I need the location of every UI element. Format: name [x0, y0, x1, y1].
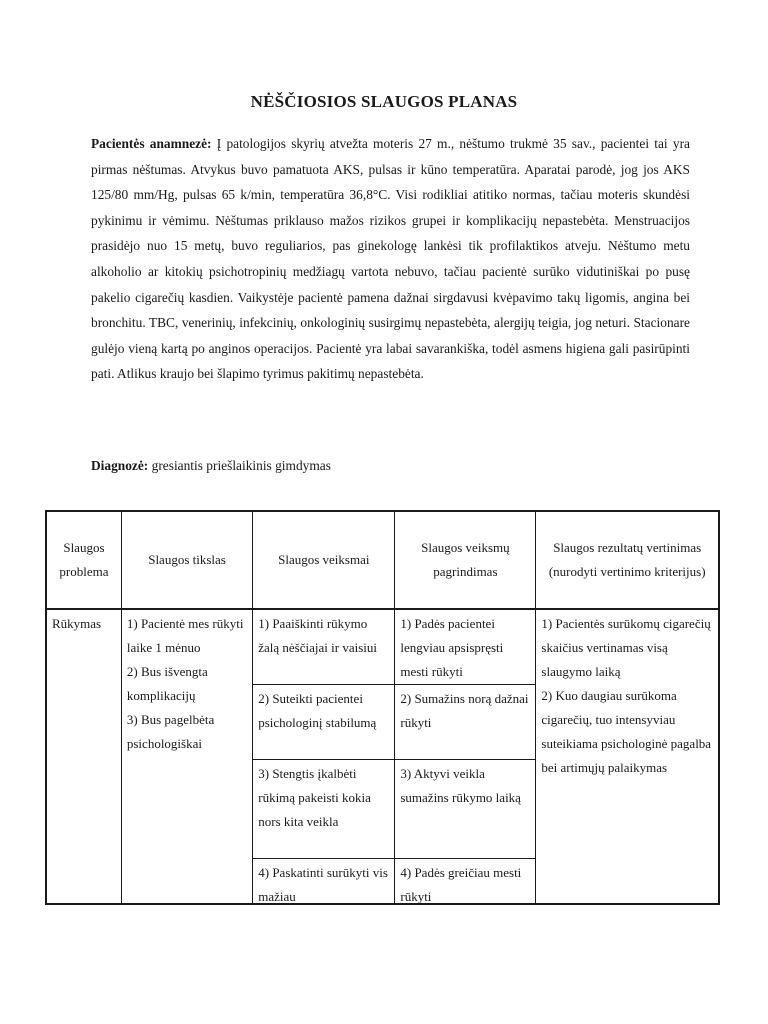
anamnesis-label: Pacientės anamnezė:	[91, 136, 212, 151]
header-actions: Slaugos veiksmai	[253, 511, 395, 609]
anamnesis-paragraph	[91, 131, 690, 387]
rationale-item: 4) Padės greičiau mesti rūkyti	[400, 865, 522, 903]
evaluation-item: 1) Pacientės surūkomų cigarečių skaičius vertinamas visą slaugymo laiką	[541, 616, 711, 679]
actions-cell	[253, 609, 395, 904]
problem-cell: Rūkymas	[46, 609, 121, 904]
diagnosis-text: gresiantis priešlaikinis gimdymas	[151, 458, 331, 473]
diagnosis-label: Diagnozė:	[91, 458, 149, 473]
table-row	[46, 609, 719, 904]
table-header-row	[46, 511, 719, 609]
rationale-item: 1) Padės pacientei lengviau apsispręsti mesti rūkyti	[395, 610, 535, 685]
goal-item: 2) Bus išvengta komplikacijų	[126, 664, 208, 703]
rationale-item: 3) Aktyvi veikla sumažins rūkymo laiką	[395, 760, 535, 859]
header-problem: Slaugos problema	[46, 511, 121, 609]
header-evaluation: Slaugos rezultatų vertinimas (nurodyti vertinimo kriterijus)	[536, 511, 719, 609]
goal-item: 1) Pacientė mes rūkyti laike 1 mėnuo	[126, 616, 244, 655]
diagnosis-line	[91, 453, 691, 478]
goal-cell	[121, 609, 252, 904]
page-title: NĖŠČIOSIOS SLAUGOS PLANAS	[250, 92, 518, 111]
rationale-item: 2) Sumažins norą dažnai rūkyti	[395, 685, 535, 760]
action-item: 2) Suteikti pacientei psichologinį stabilumą	[253, 685, 394, 760]
header-rationale: Slaugos veiksmų pagrindimas	[395, 511, 536, 609]
rationale-cell	[395, 609, 536, 904]
anamnesis-text: Į patologijos skyrių atvežta moteris 27 m., nėštumo trukmė 35 sav., pacientei tai yra pirmas nėštumas. Atvykus buvo pamatuota AKS, pulsas ir kūno temperatūra. Aparatai parodė, jog jos AKS 125/80 mm/Hg, pulsas 65 k/min, temperatūra 36,8°C. Visi rodikliai atitiko normas, tačiau moteris skundėsi pykinimu ir vėmimu. Nėštumas priklauso mažos rizikos grupei ir komplikacijų nepastebėta. Menstruacijos prasidėjo nuo 15 metų, buvo reguliarios, pas ginekologę lankėsi tik profilaktikos atveju. Nėštumo metu alkoholio ar kitokių psichotropinių medžiagų vartota nebuvo, tačiau pacientė surūko vidutiniškai po pusę pakelio cigarečių kasdien. Vaikystėje pacientė pamena dažnai sirgdavusi kvėpavimo takų ligomis, angina bei bronchitu. TBC, venerinių, infekcinių, onkologinių susirgimų nepastebėta, alergijų teigia, jog neturi. Stacionare gulėjo vieną kartą po anginos operacijos. Pacientė yra labai savarankiška, todėl asmens higiena gali pasirūpinti pati. Atlikus kraujo bei šlapimo tyrimus pakitimų nepastebėta.	[91, 136, 690, 382]
action-item: 4) Paskatinti surūkyti vis mažiau	[258, 865, 388, 903]
evaluation-cell	[536, 609, 719, 904]
goal-item: 3) Bus pagelbėta psichologiškai	[126, 712, 215, 751]
action-item: 3) Stengtis įkalbėti rūkimą pakeisti kokia nors kita veikla	[253, 760, 394, 859]
evaluation-item: 2) Kuo daugiau surūkoma cigarečių, tuo intensyviau suteikiama psichologinė pagalba bei artimųjų palaikymas	[541, 688, 712, 775]
header-goal: Slaugos tikslas	[121, 511, 252, 609]
action-item: 1) Paaiškinti rūkymo žalą nėščiajai ir vaisiui	[253, 610, 394, 685]
nursing-plan-table	[45, 510, 720, 905]
